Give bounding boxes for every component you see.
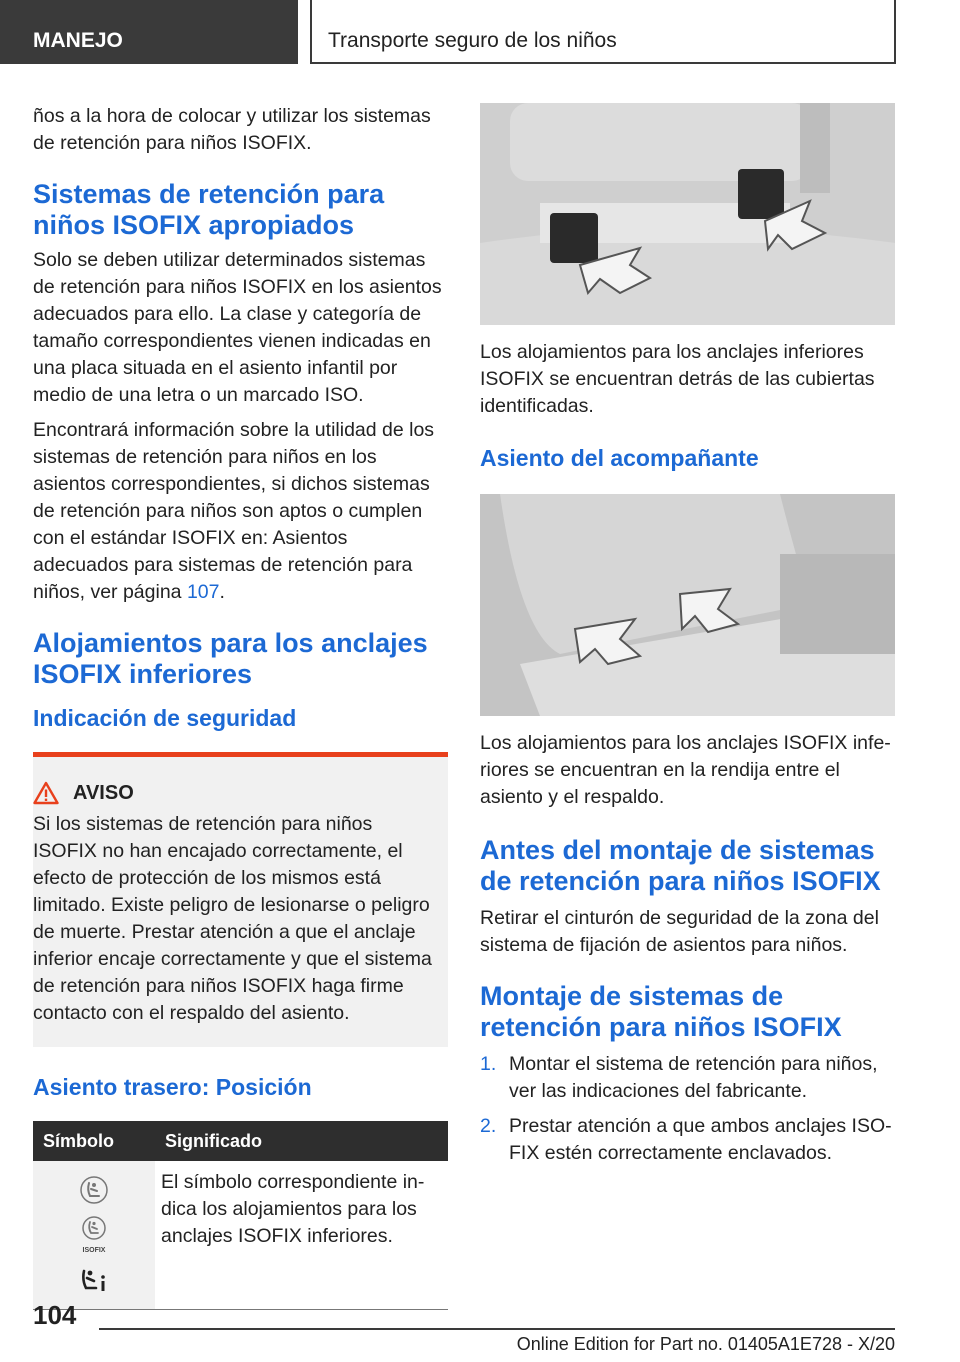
- passenger-seat-illustration: [480, 494, 895, 716]
- intro-paragraph: ños a la hora de colocar y utilizar los sistemas de retención para niños ISOFIX.: [33, 105, 431, 154]
- list-item: 1. Montar el sistema de retención para niños, ver las indicaciones del fabricante.: [480, 1053, 878, 1102]
- paragraph-apropiados-1: Solo se deben utilizar determinados sistemas de retención para niños ISOFIX en los asientos adecuados para ello. La clase y categoría de tamaño correspondientes vienen indicadas en una placa situada en el asiento infantil por medio de una letra o un marcado ISO.: [33, 249, 442, 406]
- warning-box: [33, 752, 448, 1047]
- heading-asiento-acompanante: Asiento del acompañante: [480, 445, 759, 471]
- heading-antes-montaje: Antes del montaje de sistemas de retención para niños ISOFIX: [480, 835, 881, 896]
- page-reference-link[interactable]: 107: [186, 581, 220, 603]
- meaning-text: El símbolo correspondiente indica los alojamientos para los anclajes ISOFIX inferiores.: [161, 1171, 425, 1247]
- right-column: [480, 103, 895, 1175]
- photo-rear-seat-isofix: [480, 103, 895, 325]
- photo-passenger-seat-isofix: [480, 494, 895, 716]
- table-header-symbol: Símbolo: [33, 1121, 155, 1161]
- symbol-cell: [33, 1161, 155, 1310]
- rear-seat-illustration: [480, 103, 895, 325]
- warning-title: AVISO: [73, 781, 134, 804]
- child-seat-icon: [79, 1175, 109, 1205]
- list-item: 2. Prestar atención a que ambos anclajes ISOFIX estén correctamente enclavados.: [480, 1115, 892, 1164]
- child-seat-info-icon: [79, 1265, 109, 1295]
- isofix-symbol-icon: [79, 1215, 109, 1255]
- heading-montaje: Montaje de sistemas de retención para niños ISOFIX: [480, 981, 842, 1042]
- heading-alojamientos: Alojamientos para los anclajes ISOFIX inferiores: [33, 628, 428, 689]
- heading-asiento-trasero: Asiento trasero: Posición: [33, 1074, 312, 1100]
- meaning-cell: [155, 1161, 448, 1310]
- paragraph-apropiados-2: Encontrará información sobre la utilidad de los sistemas de retención para niños en los asientos correspondientes, si dichos sistemas de retención para niños son aptos o cumplen con el estándar ISOFIX en: Asientos adecuados para sistemas de retención para niños, ver página 107.: [33, 419, 435, 603]
- heading-indicacion-seguridad: Indicación de seguridad: [33, 705, 297, 731]
- caption-passenger-seat: Los alojamientos para los anclajes ISOFIX inferiores se encuentran en la rendija entre el asiento y el respaldo.: [480, 732, 891, 808]
- table-row: [33, 1161, 448, 1310]
- left-column: [33, 103, 448, 1310]
- page-header-title: Transporte seguro de los niños: [310, 0, 896, 64]
- footer-divider: [99, 1328, 895, 1330]
- warning-text: Si los sistemas de retención para niños ISOFIX no han encajado correctamente, el efecto de protección de los mismos está limitado. Existe peligro de lesionarse o peligro de muerte. Prestar atención a que el anclaje inferior encaje correctamente y que el sistema de retención para niños ISOFIX haga firme contacto con el respaldo del asiento.: [33, 813, 432, 1024]
- section-tab: MANEJO: [0, 0, 298, 64]
- steps-list: [480, 1051, 895, 1167]
- heading-sistemas-apropiados: Sistemas de retención para niños ISOFIX apropiados: [33, 179, 385, 240]
- caption-rear-seat: Los alojamientos para los anclajes inferiores ISOFIX se encuentran detrás de las cubiertas identificadas.: [480, 341, 875, 417]
- page-number: 104: [33, 1300, 77, 1330]
- footer-edition: Online Edition for Part no. 01405A1E728 - X/20: [516, 1334, 895, 1354]
- table-header-meaning: Significado: [155, 1121, 448, 1161]
- paragraph-antes-montaje: Retirar el cinturón de seguridad de la zona del sistema de fijación de asientos para niños.: [480, 907, 879, 956]
- svg-text:ISOFIX: ISOFIX: [82, 1247, 106, 1254]
- symbol-table: [33, 1121, 448, 1310]
- warning-triangle-icon: [33, 781, 59, 805]
